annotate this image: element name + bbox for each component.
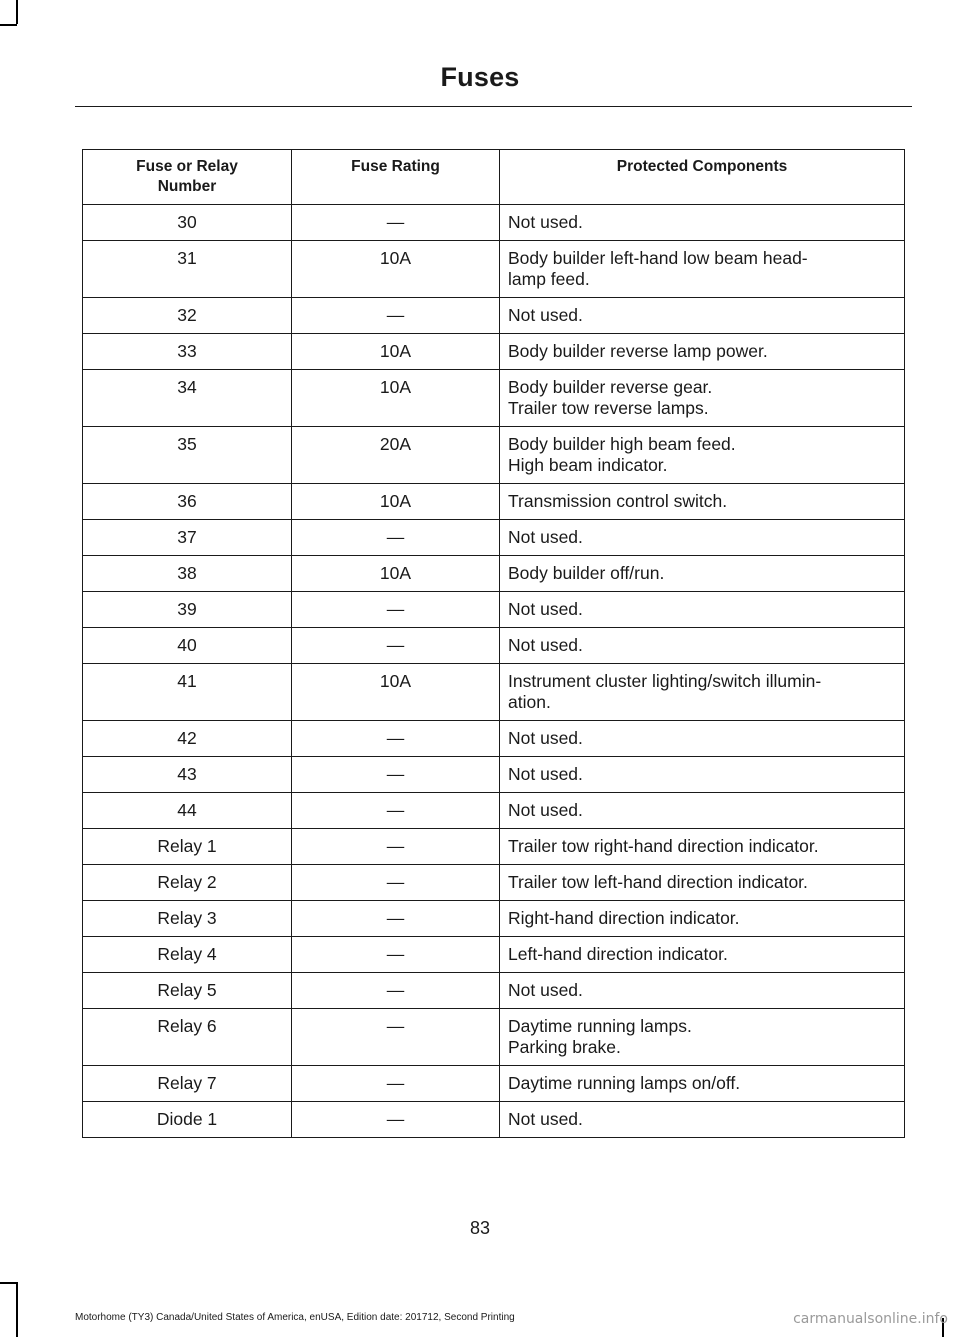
table-row [83, 298, 905, 334]
protected-components-cell [500, 973, 905, 1009]
fuse-rating-cell: 10A [292, 370, 500, 427]
protected-components-cell [500, 757, 905, 793]
fuse-number-cell: 44 [83, 793, 292, 829]
fuse-number-cell: Relay 6 [83, 1009, 292, 1066]
component-line: Not used. [508, 1109, 583, 1129]
component-line: Not used. [508, 800, 583, 820]
fuse-rating-cell: 10A [292, 334, 500, 370]
column-header-components: Protected Components [500, 150, 905, 205]
fuse-number-cell: 30 [83, 205, 292, 241]
fuse-rating-cell: — [292, 901, 500, 937]
component-line: Daytime running lamps on/off. [508, 1073, 741, 1093]
table-row [83, 865, 905, 901]
fuse-number-cell: Relay 5 [83, 973, 292, 1009]
fuse-rating-cell: 10A [292, 664, 500, 721]
component-line: Not used. [508, 635, 583, 655]
table-row [83, 628, 905, 664]
component-line: Left-hand direction indicator. [508, 944, 728, 964]
table-row [83, 427, 905, 484]
fuse-number-cell: 42 [83, 721, 292, 757]
crop-mark-top-left-horizontal [0, 24, 17, 26]
protected-components-cell [500, 721, 905, 757]
component-line: Transmission control switch. [508, 491, 728, 511]
table-row [83, 520, 905, 556]
fuse-rating-cell: — [292, 592, 500, 628]
table-row [83, 937, 905, 973]
protected-components-cell [500, 1009, 905, 1066]
fuse-rating-cell: 10A [292, 484, 500, 520]
fuse-rating-cell: 10A [292, 241, 500, 298]
table-row [83, 664, 905, 721]
table-row [83, 1102, 905, 1138]
fuse-number-cell: 38 [83, 556, 292, 592]
table-row [83, 334, 905, 370]
component-line: Body builder reverse lamp power. [508, 341, 768, 361]
fuse-number-cell: 31 [83, 241, 292, 298]
component-line: Body builder left-hand low beam head- [508, 248, 808, 268]
protected-components-cell [500, 484, 905, 520]
component-line: Not used. [508, 527, 583, 547]
protected-components-cell [500, 370, 905, 427]
fuse-number-cell: 41 [83, 664, 292, 721]
fuse-number-cell: 33 [83, 334, 292, 370]
component-line: Trailer tow right-hand direction indicator. [508, 836, 819, 856]
component-line: Daytime running lamps. [508, 1016, 692, 1036]
fuse-rating-cell: — [292, 829, 500, 865]
fuse-rating-cell: — [292, 1066, 500, 1102]
fuse-rating-cell: — [292, 973, 500, 1009]
table-row [83, 1066, 905, 1102]
fuse-rating-cell: — [292, 793, 500, 829]
fuse-rating-cell: — [292, 757, 500, 793]
table-row [83, 556, 905, 592]
fuse-table [82, 149, 905, 1138]
table-row [83, 829, 905, 865]
fuse-number-cell: 36 [83, 484, 292, 520]
table-row [83, 205, 905, 241]
component-line: Not used. [508, 764, 583, 784]
footer-edition: Motorhome (TY3) Canada/United States of America, enUSA, Edition date: 201712, Second Printing [75, 1312, 515, 1323]
title-divider [75, 106, 912, 107]
fuse-number-cell: Relay 2 [83, 865, 292, 901]
component-line: Not used. [508, 599, 583, 619]
protected-components-cell [500, 298, 905, 334]
component-line: Body builder off/run. [508, 563, 665, 583]
table-row [83, 592, 905, 628]
table-row [83, 757, 905, 793]
table-row [83, 484, 905, 520]
fuse-number-cell: 32 [83, 298, 292, 334]
table-row [83, 721, 905, 757]
protected-components-cell [500, 628, 905, 664]
fuse-rating-cell: — [292, 1009, 500, 1066]
fuse-rating-cell: — [292, 298, 500, 334]
component-line: Not used. [508, 212, 583, 232]
protected-components-cell [500, 205, 905, 241]
fuse-number-cell: Relay 4 [83, 937, 292, 973]
component-line: Parking brake. [508, 1037, 621, 1057]
component-line: High beam indicator. [508, 455, 668, 475]
table-row [83, 370, 905, 427]
protected-components-cell [500, 427, 905, 484]
fuse-rating-cell: — [292, 937, 500, 973]
table-row [83, 973, 905, 1009]
component-line: Trailer tow reverse lamps. [508, 398, 709, 418]
fuse-number-cell: 40 [83, 628, 292, 664]
component-line: Not used. [508, 305, 583, 325]
protected-components-cell [500, 937, 905, 973]
page-title: Fuses [440, 62, 520, 92]
component-line: Right-hand direction indicator. [508, 908, 740, 928]
fuse-number-cell: Relay 1 [83, 829, 292, 865]
table-row [83, 1009, 905, 1066]
column-header-number: Fuse or Relay Number [83, 150, 292, 205]
component-line: Body builder high beam feed. [508, 434, 736, 454]
protected-components-cell [500, 1102, 905, 1138]
fuse-rating-cell: — [292, 1102, 500, 1138]
component-line: lamp feed. [508, 269, 590, 289]
protected-components-cell [500, 592, 905, 628]
fuse-number-cell: 39 [83, 592, 292, 628]
fuse-rating-cell: 10A [292, 556, 500, 592]
protected-components-cell [500, 829, 905, 865]
fuse-number-cell: 35 [83, 427, 292, 484]
protected-components-cell [500, 334, 905, 370]
protected-components-cell [500, 1066, 905, 1102]
component-line: Instrument cluster lighting/switch illumin- [508, 671, 822, 691]
fuse-rating-cell: — [292, 628, 500, 664]
protected-components-cell [500, 865, 905, 901]
table-header-row [83, 150, 905, 205]
crop-mark-bottom-left-horizontal [0, 1282, 17, 1284]
column-header-rating: Fuse Rating [292, 150, 500, 205]
protected-components-cell [500, 793, 905, 829]
component-line: Not used. [508, 980, 583, 1000]
protected-components-cell [500, 901, 905, 937]
component-line: Trailer tow left-hand direction indicator. [508, 872, 808, 892]
component-line: Body builder reverse gear. [508, 377, 713, 397]
protected-components-cell [500, 556, 905, 592]
watermark: carmanualsonline.info [793, 1311, 948, 1327]
table-row [83, 241, 905, 298]
component-line: Not used. [508, 728, 583, 748]
fuse-number-cell: 43 [83, 757, 292, 793]
fuse-number-cell: Diode 1 [83, 1102, 292, 1138]
fuse-rating-cell: — [292, 721, 500, 757]
fuse-number-cell: 37 [83, 520, 292, 556]
fuse-rating-cell: — [292, 865, 500, 901]
protected-components-cell [500, 664, 905, 721]
fuse-number-cell: Relay 7 [83, 1066, 292, 1102]
fuse-rating-cell: 20A [292, 427, 500, 484]
fuse-rating-cell: — [292, 205, 500, 241]
crop-mark-bottom-left-vertical [16, 1282, 18, 1337]
protected-components-cell [500, 520, 905, 556]
protected-components-cell [500, 241, 905, 298]
fuse-rating-cell: — [292, 520, 500, 556]
component-line: ation. [508, 692, 551, 712]
fuse-number-cell: Relay 3 [83, 901, 292, 937]
table-row [83, 901, 905, 937]
fuse-table-body [83, 205, 905, 1138]
page-number: 83 [469, 1218, 491, 1238]
fuse-number-cell: 34 [83, 370, 292, 427]
table-row [83, 793, 905, 829]
crop-mark-top-left-vertical [16, 0, 18, 24]
